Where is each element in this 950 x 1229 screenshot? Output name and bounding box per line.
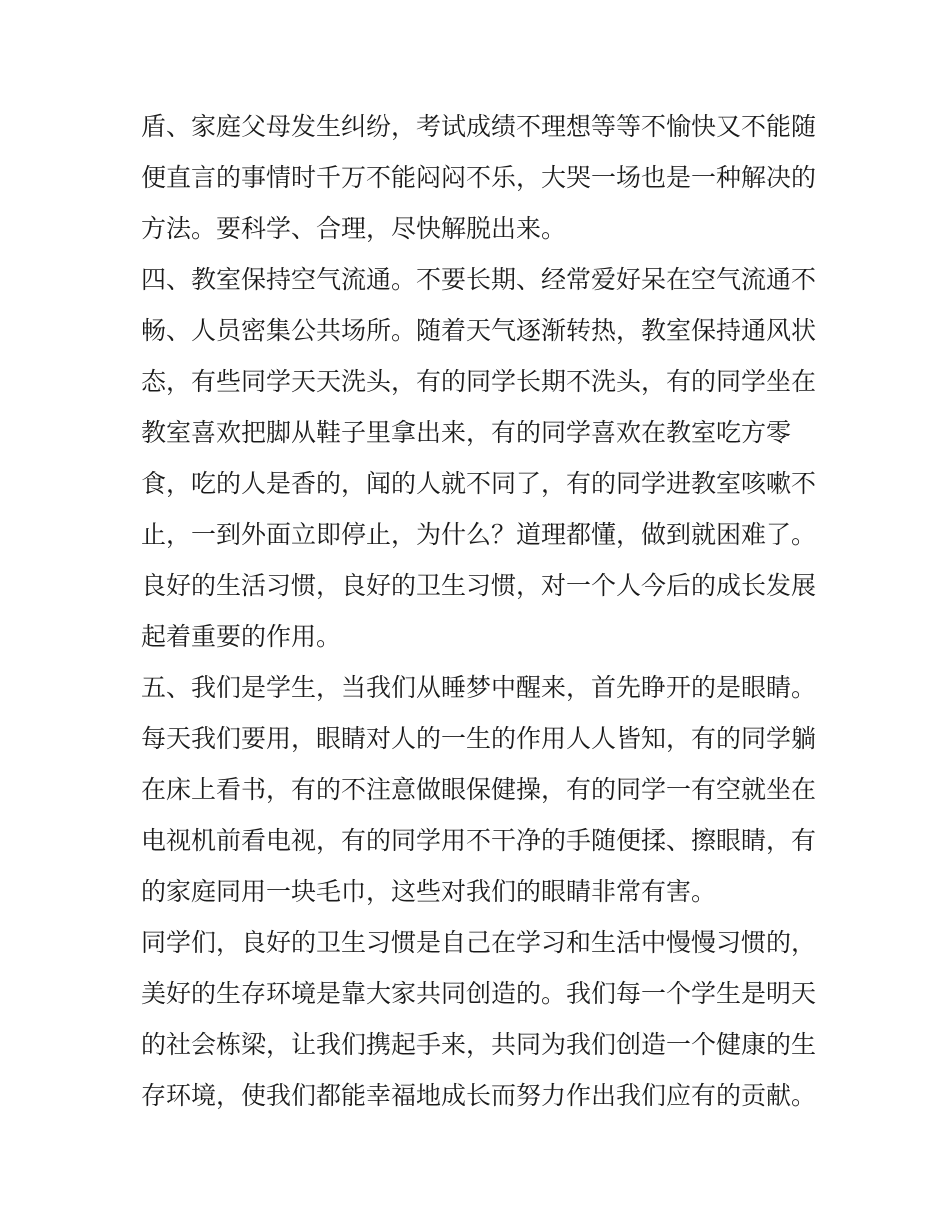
text-line: 在床上看书，有的不注意做眼保健操，有的同学一有空就坐在	[141, 775, 817, 804]
text-line: 止，一到外面立即停止，为什么？道理都懂，做到就困难了。	[141, 520, 817, 549]
text-line: 电视机前看电视，有的同学用不干净的手随便揉、擦眼睛，有	[141, 826, 817, 855]
text-line: 教室喜欢把脚从鞋子里拿出来，有的同学喜欢在教室吃方零	[141, 418, 792, 447]
document-body	[141, 101, 821, 1121]
text-line: 存环境，使我们都能幸福地成长而努力作出我们应有的贡献。	[141, 1081, 817, 1110]
text-line: 良好的生活习惯，良好的卫生习惯，对一个人今后的成长发展	[141, 571, 817, 600]
text-line: 的家庭同用一块毛巾，这些对我们的眼睛非常有害。	[141, 877, 717, 906]
text-line: 畅、人员密集公共场所。随着天气逐渐转热，教室保持通风状	[141, 316, 817, 345]
text-line: 食，吃的人是香的，闻的人就不同了，有的同学进教室咳嗽不	[141, 469, 817, 498]
text-line: 便直言的事情时千万不能闷闷不乐，大哭一场也是一种解决的	[141, 163, 817, 192]
text-line: 五、我们是学生，当我们从睡梦中醒来，首先睁开的是眼睛。	[141, 673, 817, 702]
text-line: 四、教室保持空气流通。不要长期、经常爱好呆在空气流通不	[141, 265, 817, 294]
text-line: 起着重要的作用。	[141, 622, 342, 651]
text-line: 美好的生存环境是靠大家共同创造的。我们每一个学生是明天	[141, 979, 817, 1008]
text-line: 每天我们要用，眼睛对人的一生的作用人人皆知，有的同学躺	[141, 724, 817, 753]
text-line: 方法。要科学、合理，尽快解脱出来。	[141, 214, 567, 243]
text-line: 盾、家庭父母发生纠纷，考试成绩不理想等等不愉快又不能随	[141, 112, 817, 141]
text-line: 的社会栋梁，让我们携起手来，共同为我们创造一个健康的生	[141, 1030, 817, 1059]
text-line: 同学们，良好的卫生习惯是自己在学习和生活中慢慢习惯的，	[141, 928, 817, 957]
text-line: 态，有些同学天天洗头，有的同学长期不洗头，有的同学坐在	[141, 367, 817, 396]
